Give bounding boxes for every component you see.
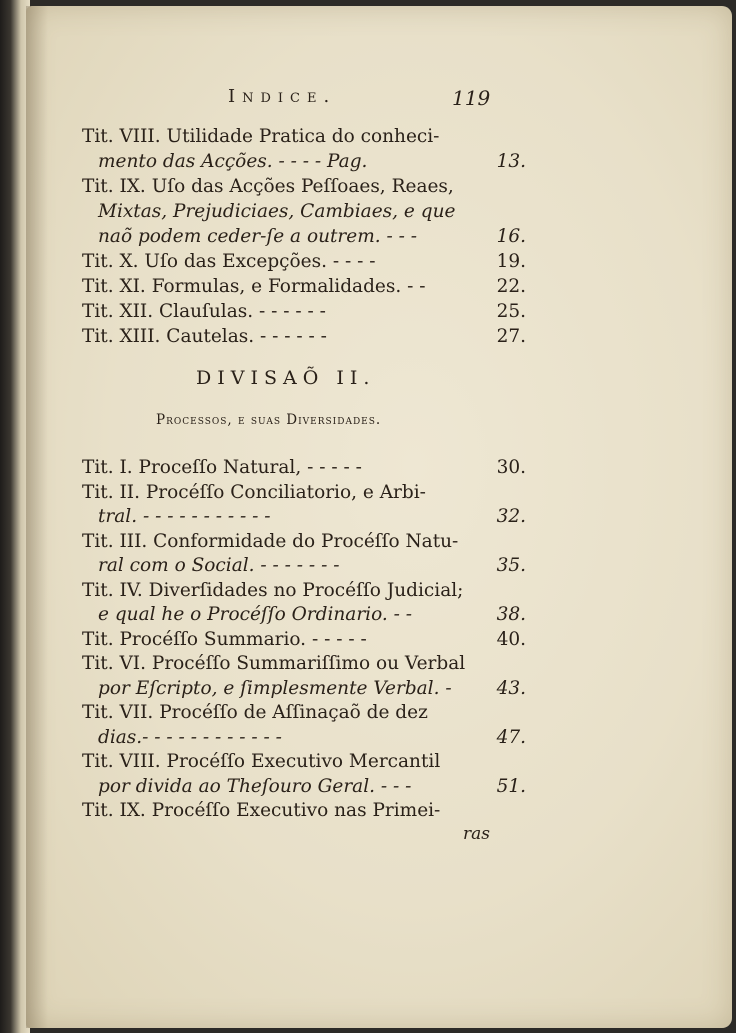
toc-entry-line: por divida ao Theſouro Geral. - - - 51.	[82, 775, 522, 800]
toc-entry	[82, 274, 526, 299]
toc-entry-line: naõ podem ceder-ſe a outrem. - - - 16.	[98, 226, 526, 247]
toc-page-number: 47.	[496, 726, 526, 748]
catchword: ras	[463, 823, 490, 844]
toc-entry-line: Tit. IV. Diverſidades no Procéſſo Judicial;	[82, 579, 464, 601]
toc-entry	[82, 124, 526, 174]
toc-entry	[82, 249, 526, 274]
toc-entry-line: Tit. XII. Clauſulas. - - - - - - 25.	[82, 301, 526, 322]
toc-entry-line: por Eſcripto, e ſimplesmente Verbal. - 43.	[82, 677, 522, 702]
toc-entry	[82, 456, 526, 481]
toc-page-number: 40.	[496, 628, 526, 650]
toc-entry-line: Tit. I. Proceſſo Natural, - - - - - 30.	[82, 456, 522, 481]
toc-entry-line: Mixtas, Prejudiciaes, Cambiaes, e que	[98, 201, 456, 222]
toc-entry-line: tral. - - - - - - - - - - - 32.	[82, 505, 522, 530]
toc-entry	[82, 579, 526, 628]
toc-page-number: 35.	[496, 555, 526, 576]
toc-entry-line: Tit. VII. Procéſſo de Aſſinaçaõ de dez	[82, 702, 428, 723]
toc-entry	[82, 628, 526, 653]
division-title: DIVISAÕ II.	[196, 367, 376, 389]
toc-entry-line: Tit. VIII. Procéſſo Executivo Mercantil	[82, 751, 441, 772]
toc-entry-line: Tit. IX. Uſo das Acções Peſſoaes, Reaes,	[82, 176, 454, 197]
toc-entry-line: ral com o Social. - - - - - - - 35.	[82, 554, 522, 579]
toc-page-number: 32.	[496, 506, 526, 527]
running-header: Indice.	[228, 86, 337, 107]
toc-page-number: 51.	[496, 775, 526, 797]
toc-entry	[82, 701, 526, 750]
page-number: 119	[452, 86, 491, 110]
toc-page-number: 43.	[496, 677, 526, 699]
toc-page-number: 19.	[496, 251, 526, 272]
toc-entry-line: Tit. VI. Procéſſo Summariſſimo ou Verbal	[82, 653, 466, 674]
toc-page-number: 27.	[496, 326, 526, 347]
toc-page-number: 38.	[496, 604, 526, 625]
toc-entry-line: Tit. II. Procéſſo Conciliatorio, e Arbi-	[82, 481, 426, 503]
toc-page-number: 25.	[496, 301, 526, 322]
toc-entry	[82, 652, 526, 701]
toc-section-1	[82, 124, 526, 349]
toc-entry-line: dias.- - - - - - - - - - - - 47.	[82, 726, 522, 751]
toc-entry-line: Tit. XIII. Cautelas. - - - - - - 27.	[82, 326, 526, 347]
toc-entry-line: e qual he o Procéſſo Ordinario. - - 38.	[82, 603, 522, 628]
toc-entry	[82, 324, 526, 349]
toc-page-number: 22.	[496, 276, 526, 297]
toc-entry-line: Tit. VIII. Utilidade Pratica do conheci-	[82, 126, 440, 147]
division-subtitle: Processos, e suas Diversidades.	[156, 412, 382, 428]
toc-page-number: 30.	[496, 457, 526, 478]
toc-entry	[82, 530, 526, 579]
toc-entry-line: Tit. IX. Procéſſo Executivo nas Primei-	[82, 800, 441, 821]
toc-entry-line: Tit. XI. Formulas, e Formalidades. - - 22.	[82, 276, 526, 297]
toc-entry-line: Tit. X. Uſo das Excepções. - - - - 19.	[82, 251, 526, 272]
toc-entry	[82, 481, 526, 530]
toc-section-2	[82, 456, 526, 844]
toc-entry	[82, 750, 526, 799]
toc-page-number: 16.	[496, 226, 526, 247]
toc-entry	[82, 174, 526, 249]
toc-page-number: 13.	[496, 151, 526, 172]
toc-entry-line: Tit. Procéſſo Summario. - - - - - 40.	[82, 628, 522, 653]
toc-entry-line: Tit. III. Conformidade do Procéſſo Natu-	[82, 530, 459, 552]
toc-entry	[82, 299, 526, 324]
toc-entry	[82, 799, 522, 824]
toc-entry-line: mento das Acções. - - - - Pag. 13.	[98, 151, 526, 172]
